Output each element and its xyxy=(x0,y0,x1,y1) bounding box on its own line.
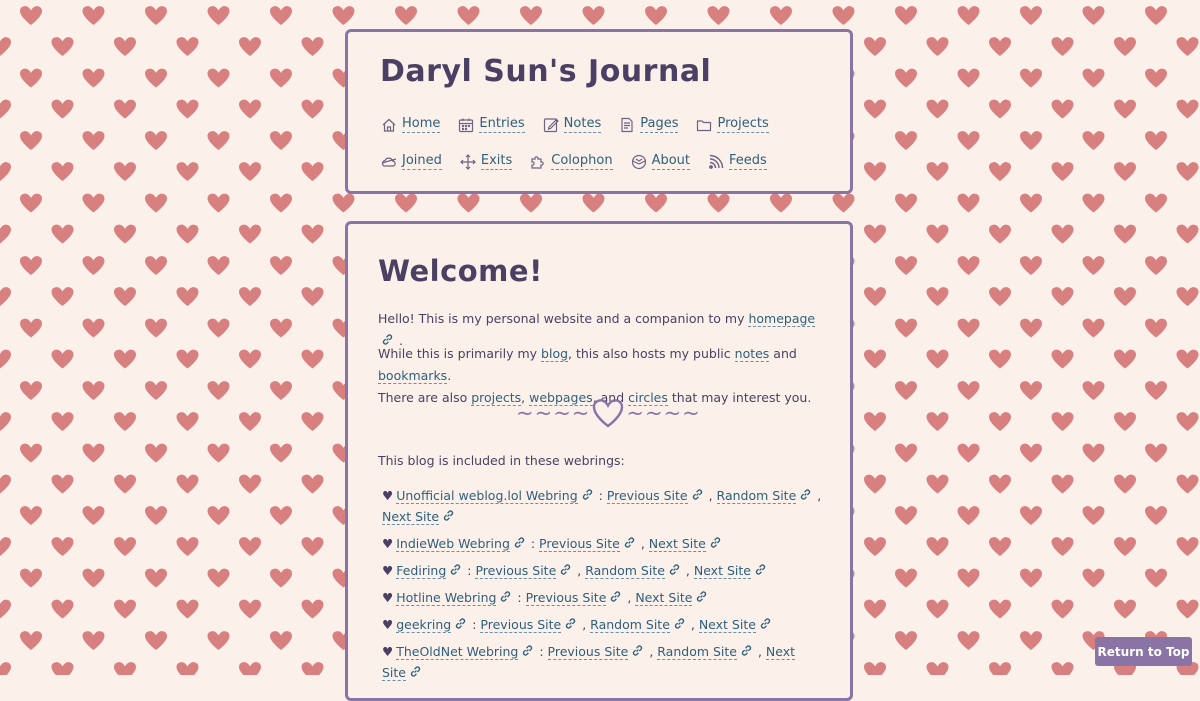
webring-nav-link[interactable]: Next Site xyxy=(693,563,751,578)
webring-item: ♥ Unofficial weblog.lol Webring : Previous Site , Random Site , Next Site xyxy=(382,488,822,524)
nav-item-notes[interactable] xyxy=(543,116,602,133)
nav-label-feeds: Feeds xyxy=(729,153,767,168)
heart-bullet: ♥ xyxy=(382,563,394,578)
external-link-icon xyxy=(758,616,773,631)
webrings-intro: This blog is included in these webrings: xyxy=(378,453,625,468)
rss-icon xyxy=(708,154,724,170)
external-link-icon xyxy=(498,589,513,604)
nav-item-exits[interactable] xyxy=(460,153,512,170)
nav-item-projects[interactable] xyxy=(696,116,768,133)
external-link-icon xyxy=(672,616,687,631)
overview-text: . xyxy=(447,368,452,383)
heart-divider xyxy=(516,396,701,430)
webpages-link[interactable]: webpages xyxy=(529,390,593,405)
external-link-icon xyxy=(622,535,637,550)
external-link-icon xyxy=(520,643,535,658)
webring-item: ♥ IndieWeb Webring : Previous Site , Next Site xyxy=(382,533,822,554)
nav-row-primary xyxy=(381,116,769,133)
nav-label-entries: Entries xyxy=(479,116,525,131)
webring-name-link[interactable]: Unofficial weblog.lol Webring xyxy=(396,488,578,503)
webring-item: ♥ Hotline Webring : Previous Site , Next Site xyxy=(382,587,822,608)
homepage-link[interactable]: homepage xyxy=(748,311,816,326)
clouds-icon xyxy=(381,154,397,170)
external-link-icon xyxy=(798,487,813,502)
webring-name-link[interactable]: IndieWeb Webring xyxy=(396,536,510,551)
webring-nav-link[interactable]: Previous Site xyxy=(539,536,620,551)
blog-link[interactable]: blog xyxy=(541,346,569,361)
overview-text: and xyxy=(769,346,797,361)
heart-outline-icon xyxy=(591,396,625,430)
webring-nav-link[interactable]: Next Site xyxy=(698,617,756,632)
ufo-icon xyxy=(631,154,647,170)
webring-nav-link[interactable]: Next Site xyxy=(635,590,693,605)
external-link-icon xyxy=(694,589,709,604)
webring-item: ♥ Fediring : Previous Site , Random Site , Next Site xyxy=(382,560,822,581)
intro-text: Hello! This is my personal website and a companion to my xyxy=(378,311,749,326)
main-content-card xyxy=(345,221,853,701)
external-link-icon xyxy=(580,487,595,502)
heart-bullet: ♥ xyxy=(382,488,394,503)
external-link-icon xyxy=(563,616,578,631)
folder-icon xyxy=(696,117,712,133)
webring-nav-link[interactable]: Random Site xyxy=(585,563,665,578)
heart-bullet: ♥ xyxy=(382,536,394,551)
nav-label-exits: Exits xyxy=(480,153,513,168)
webring-item: ♥ geekring : Previous Site , Random Site , Next Site xyxy=(382,614,822,635)
webring-name-link[interactable]: TheOldNet Webring xyxy=(396,644,519,659)
overview-text: While this is primarily my xyxy=(378,346,542,361)
webring-nav-link[interactable]: Random Site xyxy=(657,644,737,659)
external-link-icon xyxy=(608,589,623,604)
nav-item-joined[interactable] xyxy=(381,153,442,170)
nav-label-about: About xyxy=(651,153,690,168)
overview-text: , xyxy=(521,390,530,405)
nav-item-home[interactable] xyxy=(381,116,440,133)
overview-text: , and xyxy=(592,390,629,405)
webring-list xyxy=(382,485,822,689)
site-title[interactable]: Daryl Sun's Journal xyxy=(380,54,712,89)
external-link-icon xyxy=(453,616,468,631)
webring-name-link[interactable]: geekring xyxy=(396,617,452,632)
nav-item-entries[interactable] xyxy=(458,116,524,133)
arrows-move-icon xyxy=(460,154,476,170)
external-link-icon xyxy=(739,643,754,658)
webring-nav-link[interactable]: Random Site xyxy=(590,617,670,632)
webring-name-link[interactable]: Fediring xyxy=(396,563,447,578)
edit-note-icon xyxy=(543,117,559,133)
external-link-icon xyxy=(667,562,682,577)
webring-nav-link[interactable]: Previous Site xyxy=(480,617,562,632)
external-link-icon xyxy=(690,487,705,502)
document-icon xyxy=(619,117,635,133)
webring-nav-link[interactable]: Random Site xyxy=(716,488,797,503)
external-link-icon xyxy=(753,562,768,577)
return-to-top-button[interactable]: Return to Top xyxy=(1095,637,1192,666)
nav-row-secondary xyxy=(381,153,767,170)
webring-nav-link[interactable]: Previous Site xyxy=(525,590,607,605)
heart-bullet: ♥ xyxy=(382,644,394,659)
external-link-icon xyxy=(630,643,645,658)
external-link-icon xyxy=(408,664,423,679)
overview-text: There are also xyxy=(378,390,472,405)
circles-link[interactable]: circles xyxy=(628,390,668,405)
intro-text-end: . xyxy=(395,333,403,348)
divider-tilde-left: ~~~~ xyxy=(516,401,591,425)
heart-bullet: ♥ xyxy=(382,617,394,632)
nav-label-home: Home xyxy=(402,116,441,131)
external-link-icon xyxy=(441,508,456,523)
webring-nav-link[interactable]: Previous Site xyxy=(606,488,688,503)
calendar-icon xyxy=(458,117,474,133)
nav-label-joined: Joined xyxy=(402,153,442,168)
nav-label-colophon: Colophon xyxy=(551,153,613,168)
external-link-icon xyxy=(558,562,573,577)
puzzle-icon xyxy=(530,154,546,170)
webring-nav-link[interactable]: Next Site xyxy=(648,536,706,551)
webring-nav-link[interactable]: Next Site xyxy=(382,509,440,524)
nav-label-notes: Notes xyxy=(563,116,602,131)
webring-nav-link[interactable]: Previous Site xyxy=(547,644,629,659)
external-link-icon xyxy=(708,535,723,550)
nav-item-pages[interactable] xyxy=(619,116,678,133)
webring-item: ♥ TheOldNet Webring : Previous Site , Random Site , Next Site xyxy=(382,644,796,680)
nav-label-projects: Projects xyxy=(717,116,769,131)
nav-item-colophon[interactable] xyxy=(530,153,612,170)
overview-text: that may interest you. xyxy=(667,390,812,405)
external-link-icon xyxy=(512,535,527,550)
notes-link[interactable]: notes xyxy=(734,346,770,361)
divider-tilde-right: ~~~~ xyxy=(626,401,701,425)
heart-bullet: ♥ xyxy=(382,590,394,605)
site-header-card xyxy=(345,29,853,194)
nav-label-pages: Pages xyxy=(640,116,679,131)
projects-link[interactable]: projects xyxy=(471,390,522,405)
webring-nav-link[interactable]: Previous Site xyxy=(475,563,557,578)
nav-item-about[interactable] xyxy=(631,153,690,170)
overview-text: , this also hosts my public xyxy=(568,346,735,361)
webring-name-link[interactable]: Hotline Webring xyxy=(396,590,497,605)
external-link-icon xyxy=(448,562,463,577)
nav-item-feeds[interactable] xyxy=(708,153,767,170)
home-icon xyxy=(381,117,397,133)
page-heading: Welcome! xyxy=(378,254,543,288)
bookmarks-link[interactable]: bookmarks xyxy=(378,368,448,383)
webring-nav-link[interactable]: Next Site xyxy=(382,644,796,680)
